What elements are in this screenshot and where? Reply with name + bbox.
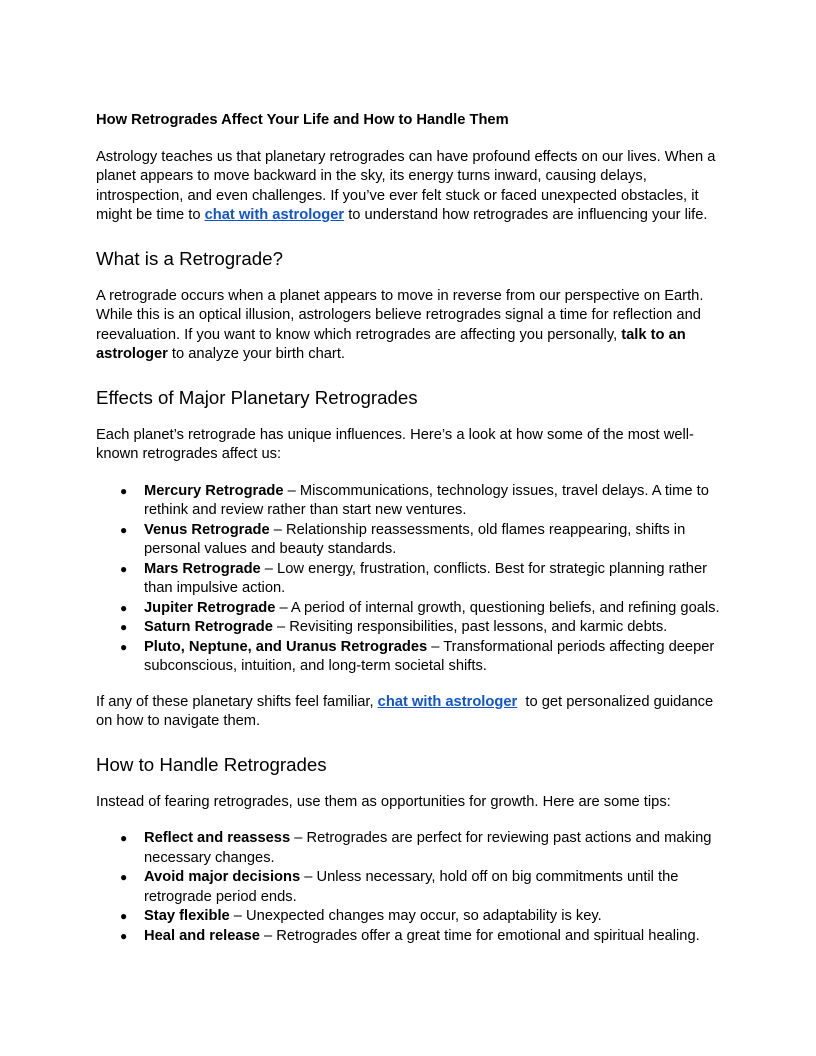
intro-text-before-link: Astrology teaches us that planetary retrogrades can have profound effects on our lives. When a planet appears to move backward in the sky, its energy turns inward, causing delays, introspection, and even challenges. If you’ve ever felt stuck or faced unexpected obstacles, it might be time to: [96, 148, 716, 223]
list-item-desc: – Retrogrades offer a great time for emotional and spiritual healing.: [259, 927, 700, 944]
bullet-icon: ●: [120, 522, 128, 537]
handle-intro-paragraph: Instead of fearing retrogrades, use them as opportunities for growth. Here are some tips:: [96, 793, 671, 810]
list-item-term: Avoid major decisions: [144, 869, 301, 885]
list-item-desc: – Unexpected changes may occur, so adaptability is key.: [229, 908, 602, 924]
list-item-desc: – Unless necessary, hold off on big commitments until the retrograde period ends.: [144, 869, 679, 905]
bullet-icon: ●: [120, 909, 128, 923]
retrograde-definition-paragraph: [96, 287, 722, 365]
list-item-desc: – Low energy, frustration, conflicts. Best for strategic planning rather than impulsive action.: [144, 560, 708, 596]
list-item-desc: – Relationship reassessments, old flames reappearing, shifts in personal values and beauty standards.: [144, 521, 686, 557]
list-item-desc: – Revisiting responsibilities, past lessons, and karmic debts.: [272, 619, 668, 635]
list-item: [96, 868, 722, 907]
list-item: [96, 907, 722, 927]
closing-text-after-link: to get personalized guidance on how to navigate them.: [96, 693, 718, 729]
list-item: [96, 618, 722, 638]
bullet-icon: ●: [120, 639, 128, 654]
list-item: [96, 638, 722, 677]
document-title: How Retrogrades Affect Your Life and How to Handle Them: [96, 112, 509, 128]
section-heading-how-to-handle: How to Handle Retrogrades: [96, 753, 327, 775]
list-item: [96, 829, 722, 868]
bullet-icon: ●: [120, 483, 128, 498]
section-heading-what-is-retrograde: What is a Retrograde?: [96, 247, 283, 269]
list-item-term: Mars Retrograde: [144, 560, 261, 577]
list-item-desc: – Miscommunications, technology issues, travel delays. A time to rethink and review rather than start new ventures.: [144, 482, 709, 518]
effects-intro-paragraph: Each planet’s retrograde has unique influences. Here’s a look at how some of the most well-known retrogrades affect us:: [96, 426, 694, 462]
bullet-icon: ●: [120, 620, 128, 634]
bullet-icon: ●: [120, 600, 128, 615]
list-item-term: Venus Retrograde: [144, 521, 270, 538]
list-item: [96, 927, 722, 947]
intro-paragraph: [96, 148, 722, 226]
definition-text-end: to analyze your birth chart.: [167, 346, 345, 362]
list-item-term: Saturn Retrograde: [144, 619, 273, 635]
effects-closing-paragraph: [96, 693, 722, 732]
bullet-icon: ●: [120, 928, 128, 943]
list-item: [96, 482, 722, 521]
closing-text-before-link: If any of these planetary shifts feel familiar,: [96, 693, 378, 710]
list-item-desc: – Transformational periods affecting deeper subconscious, intuition, and long-term societal shifts.: [144, 638, 715, 674]
list-item-term: Pluto, Neptune, and Uranus Retrogrades: [144, 638, 428, 655]
list-item: [96, 560, 722, 599]
list-item: [96, 521, 722, 560]
list-item-desc: – Retrogrades are perfect for reviewing past actions and making necessary changes.: [144, 830, 712, 866]
section-heading-effects: Effects of Major Planetary Retrogrades: [96, 386, 418, 408]
list-item-term: Jupiter Retrograde: [144, 599, 276, 616]
list-item-desc: – A period of internal growth, questioning beliefs, and refining goals.: [275, 599, 720, 616]
bullet-icon: ●: [120, 561, 128, 576]
intro-text-after-link: to understand how retrogrades are influencing your life.: [344, 207, 708, 223]
talk-to-astrologer-bold: talk to an astrologer: [96, 326, 686, 362]
chat-with-astrologer-link-intro[interactable]: chat with astrologer: [204, 207, 345, 223]
list-item: [96, 599, 722, 619]
definition-text: A retrograde occurs when a planet appears to move in reverse from our perspective on Earth. While this is an optical illusion, astrologers believe retrogrades signal a time for reflection and reevaluation. If you want to know which retrogrades are affecting you personally,: [96, 287, 704, 343]
list-item-term: Mercury Retrograde: [144, 482, 284, 499]
chat-with-astrologer-link-closing[interactable]: chat with astrologer: [377, 693, 518, 710]
planet-retrograde-list: [96, 482, 722, 677]
list-item-term: Reflect and reassess: [144, 830, 291, 846]
list-item-term: Stay flexible: [144, 908, 230, 924]
list-item-term: Heal and release: [144, 927, 260, 944]
bullet-icon: ●: [120, 831, 128, 845]
handling-tips-list: [96, 829, 722, 946]
bullet-icon: ●: [120, 870, 128, 884]
document-page: [96, 111, 722, 962]
